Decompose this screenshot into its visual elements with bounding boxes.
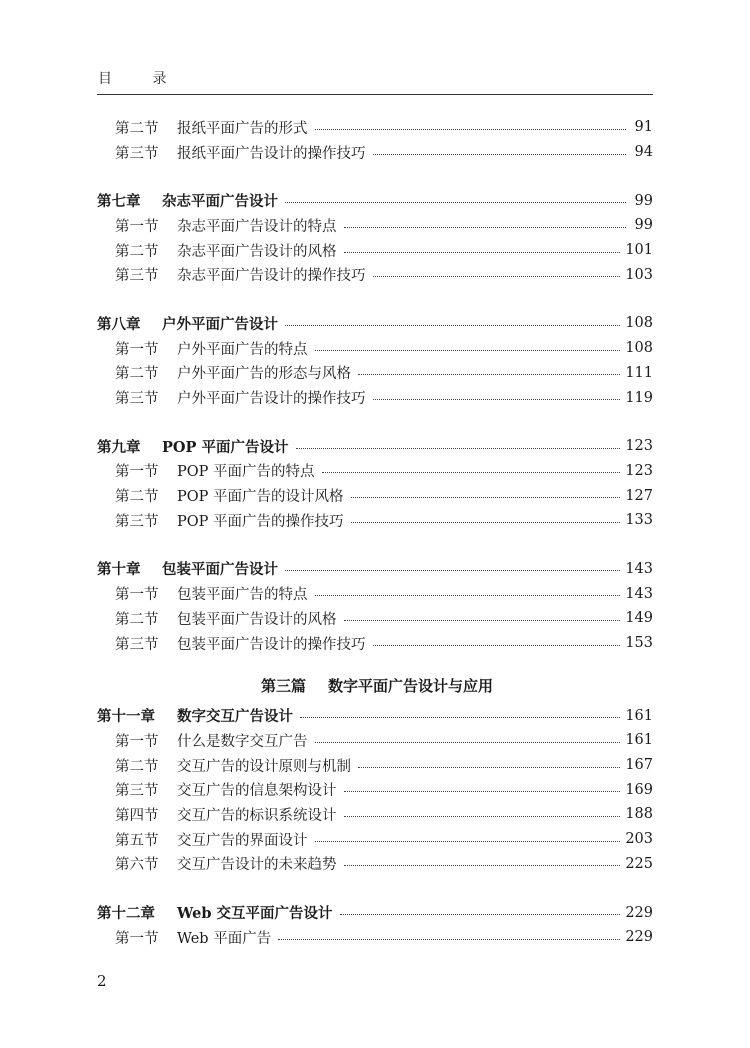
page-ref: 167 xyxy=(625,757,653,774)
dot-leader xyxy=(344,227,627,228)
toc-section-entry xyxy=(0,238,750,263)
toc-section-entry xyxy=(0,508,750,533)
page-ref: 108 xyxy=(625,315,653,332)
section-label: 第三节 xyxy=(115,268,159,285)
page-number: 2 xyxy=(97,972,107,990)
toc-section-entry xyxy=(0,827,750,852)
chapter-title: 数字交互广告设计 xyxy=(177,708,293,726)
toc-section-entry xyxy=(0,802,750,827)
dot-leader xyxy=(373,645,621,646)
dot-leader xyxy=(300,717,620,718)
section-title: 杂志平面广告设计的操作技巧 xyxy=(177,268,366,285)
dot-leader xyxy=(358,374,620,375)
page-ref: 99 xyxy=(634,192,653,209)
page-ref: 161 xyxy=(625,707,653,724)
page-ref: 225 xyxy=(625,855,653,872)
dot-leader xyxy=(344,816,621,817)
section-title: 包装平面广告设计的操作技巧 xyxy=(177,636,366,653)
toc-section-entry xyxy=(0,483,750,508)
page-ref: 99 xyxy=(634,217,653,234)
page-ref: 119 xyxy=(625,389,653,406)
section-title: 交互广告的设计原则与机制 xyxy=(177,758,351,775)
chapter-label: 第七章 xyxy=(97,193,141,211)
toc-section-entry xyxy=(0,753,750,778)
dot-leader xyxy=(285,570,620,571)
page-ref: 169 xyxy=(625,781,653,798)
dot-leader xyxy=(285,325,620,326)
toc-chapter-entry xyxy=(0,311,750,336)
dot-leader xyxy=(278,939,620,940)
chapter-label: 第九章 xyxy=(97,438,141,456)
section-label: 第三节 xyxy=(115,145,159,162)
chapter-title: POP 平面广告设计 xyxy=(162,438,289,456)
section-title: 户外平面广告设计的操作技巧 xyxy=(177,391,366,408)
dot-leader xyxy=(322,472,621,473)
section-label: 第三节 xyxy=(115,391,159,408)
page-ref: 161 xyxy=(625,732,653,749)
toc-section-entry xyxy=(0,777,750,802)
section-label: 第四节 xyxy=(115,807,159,824)
page-ref: 108 xyxy=(625,340,653,357)
section-title: Web 平面广告 xyxy=(177,930,272,947)
toc-section-entry xyxy=(0,852,750,877)
table-of-contents xyxy=(0,115,750,950)
section-label: 第三节 xyxy=(115,783,159,800)
toc-chapter-entry xyxy=(0,434,750,459)
toc-section-entry xyxy=(0,925,750,950)
section-title: 包装平面广告设计的风格 xyxy=(177,611,337,628)
section-label: 第一节 xyxy=(115,587,159,604)
dot-leader xyxy=(315,841,621,842)
section-label: 第一节 xyxy=(115,733,159,750)
chapter-label: 第十二章 xyxy=(97,905,155,923)
page-ref: 153 xyxy=(625,635,653,652)
section-label: 第二节 xyxy=(115,611,159,628)
section-label: 第一节 xyxy=(115,930,159,947)
toc-section-entry xyxy=(0,140,750,165)
dot-leader xyxy=(344,791,621,792)
dot-leader xyxy=(285,202,626,203)
section-title: 交互广告的界面设计 xyxy=(177,832,308,849)
toc-section-entry xyxy=(0,336,750,361)
dot-leader xyxy=(373,276,621,277)
page-ref: 94 xyxy=(634,144,653,161)
toc-section-entry xyxy=(0,459,750,484)
section-title: 交互广告的信息架构设计 xyxy=(177,783,337,800)
chapter-label: 第十一章 xyxy=(97,708,155,726)
chapter-title: Web 交互平面广告设计 xyxy=(177,905,333,923)
page-ref: 203 xyxy=(625,831,653,848)
toc-section-entry xyxy=(0,606,750,631)
section-title: 户外平面广告的形态与风格 xyxy=(177,366,351,383)
section-title: 交互广告设计的未来趋势 xyxy=(177,857,337,874)
page-ref: 91 xyxy=(634,119,653,136)
dot-leader xyxy=(315,595,621,596)
page-ref: 111 xyxy=(625,364,653,381)
dot-leader xyxy=(344,865,621,866)
part-heading xyxy=(0,673,750,699)
toc-chapter-entry xyxy=(0,188,750,213)
section-title: 杂志平面广告设计的风格 xyxy=(177,243,337,260)
part-title: 数字平面广告设计与应用 xyxy=(328,677,494,696)
chapter-title: 包装平面广告设计 xyxy=(162,561,278,579)
dot-leader xyxy=(351,497,621,498)
header-rule xyxy=(97,94,653,95)
section-label: 第二节 xyxy=(115,243,159,260)
section-title: 包装平面广告的特点 xyxy=(177,587,308,604)
dot-leader xyxy=(315,350,621,351)
dot-leader xyxy=(373,154,627,155)
page-ref: 103 xyxy=(625,266,653,283)
toc-section-entry xyxy=(0,581,750,606)
section-title: 报纸平面广告设计的操作技巧 xyxy=(177,145,366,162)
toc-chapter-entry xyxy=(0,557,750,582)
section-label: 第六节 xyxy=(115,857,159,874)
toc-section-entry xyxy=(0,728,750,753)
section-title: POP 平面广告的操作技巧 xyxy=(177,513,344,530)
section-label: 第三节 xyxy=(115,513,159,530)
section-title: 报纸平面广告的形式 xyxy=(177,120,308,137)
dot-leader xyxy=(315,129,627,130)
dot-leader xyxy=(315,742,621,743)
dot-leader xyxy=(340,914,621,915)
running-head: 目 录 xyxy=(98,71,185,87)
section-title: 杂志平面广告设计的特点 xyxy=(177,218,337,235)
section-title: 交互广告的标识系统设计 xyxy=(177,807,337,824)
section-label: 第一节 xyxy=(115,464,159,481)
section-title: POP 平面广告的特点 xyxy=(177,464,315,481)
page-ref: 133 xyxy=(625,512,653,529)
section-label: 第二节 xyxy=(115,120,159,137)
chapter-label: 第十章 xyxy=(97,561,141,579)
section-label: 第三节 xyxy=(115,636,159,653)
dot-leader xyxy=(344,620,621,621)
toc-section-entry xyxy=(0,115,750,140)
section-title: 户外平面广告的特点 xyxy=(177,341,308,358)
toc-section-entry xyxy=(0,631,750,656)
chapter-title: 杂志平面广告设计 xyxy=(162,193,278,211)
page-ref: 143 xyxy=(625,560,653,577)
section-label: 第一节 xyxy=(115,341,159,358)
part-label: 第三篇 xyxy=(260,677,306,696)
toc-section-entry xyxy=(0,385,750,410)
dot-leader xyxy=(358,767,620,768)
toc-section-entry xyxy=(0,361,750,386)
toc-section-entry xyxy=(0,213,750,238)
dot-leader xyxy=(373,399,621,400)
section-title: POP 平面广告的设计风格 xyxy=(177,489,344,506)
section-label: 第二节 xyxy=(115,366,159,383)
page-ref: 143 xyxy=(625,585,653,602)
page-ref: 229 xyxy=(625,929,653,946)
page-ref: 123 xyxy=(625,438,653,455)
dot-leader xyxy=(351,522,621,523)
toc-section-entry xyxy=(0,262,750,287)
chapter-title: 户外平面广告设计 xyxy=(162,315,278,333)
section-label: 第二节 xyxy=(115,489,159,506)
toc-chapter-entry xyxy=(0,900,750,925)
section-label: 第二节 xyxy=(115,758,159,775)
dot-leader xyxy=(344,252,621,253)
toc-chapter-entry xyxy=(0,703,750,728)
dot-leader xyxy=(296,448,621,449)
section-label: 第一节 xyxy=(115,218,159,235)
page-ref: 101 xyxy=(625,242,653,259)
page-ref: 127 xyxy=(625,487,653,504)
page-ref: 188 xyxy=(625,806,653,823)
page-ref: 149 xyxy=(625,610,653,627)
page-ref: 123 xyxy=(625,462,653,479)
section-label: 第五节 xyxy=(115,832,159,849)
chapter-label: 第八章 xyxy=(97,315,141,333)
page-ref: 229 xyxy=(625,904,653,921)
section-title: 什么是数字交互广告 xyxy=(177,733,308,750)
